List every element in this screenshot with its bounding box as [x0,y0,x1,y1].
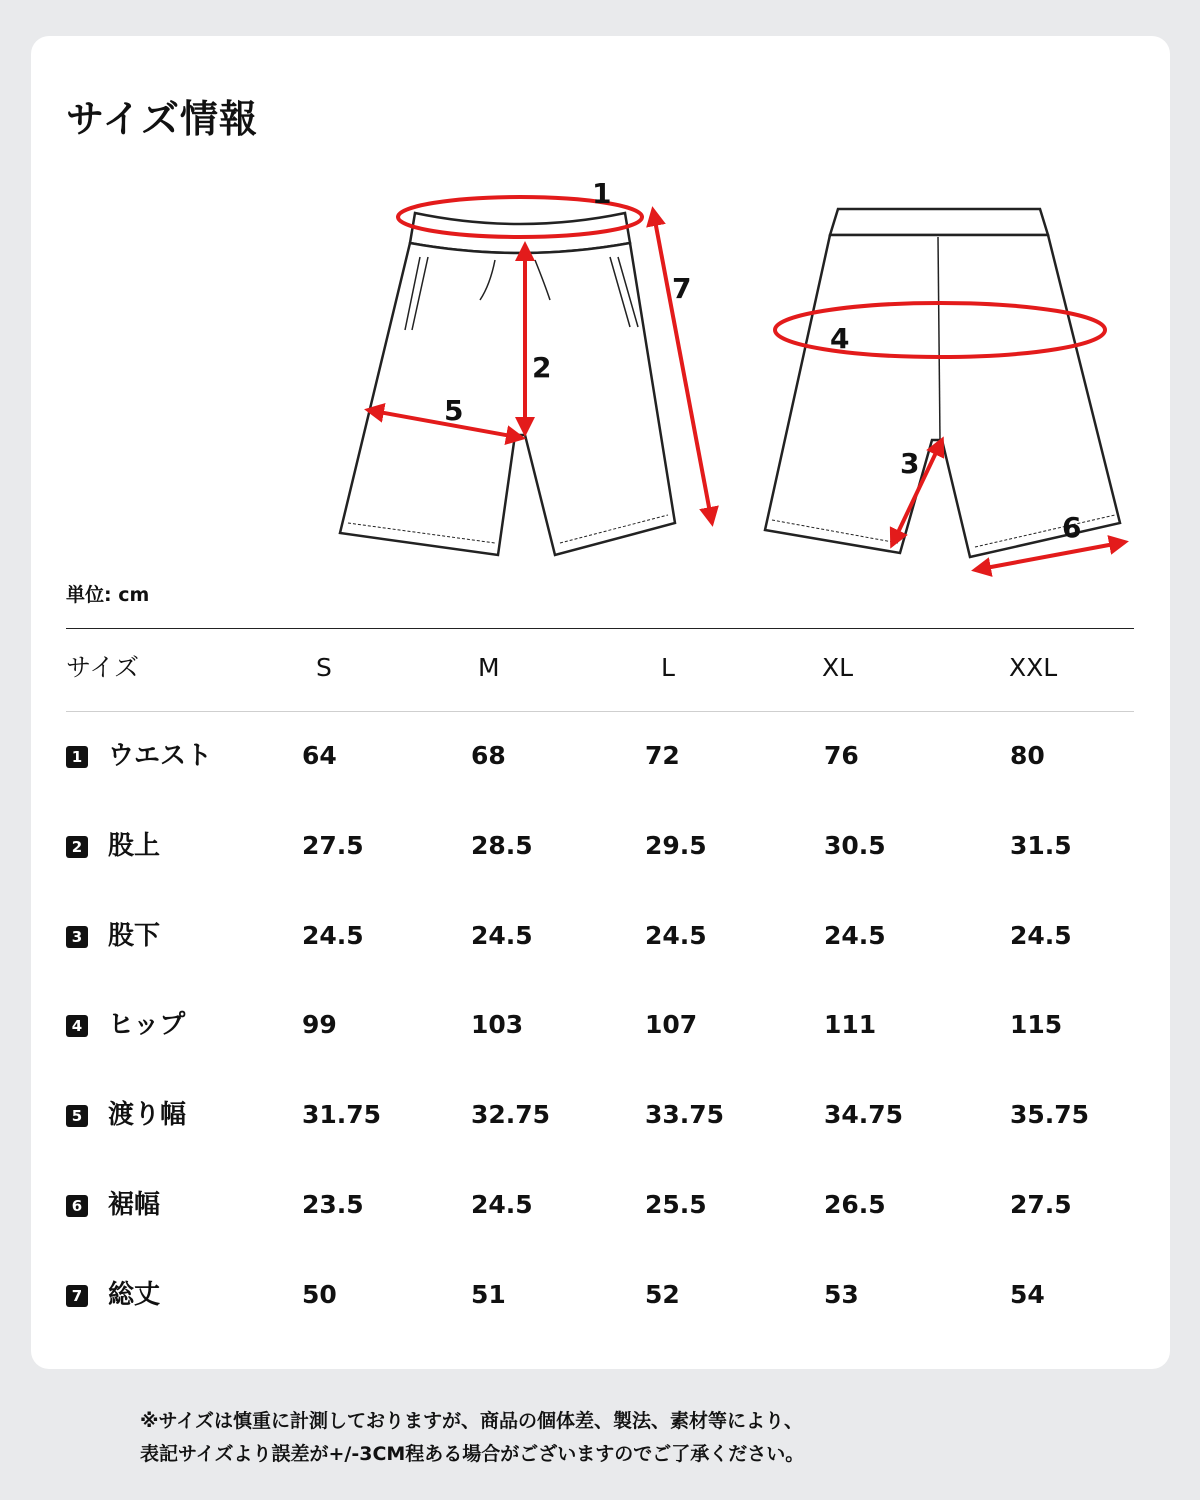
cell: 72 [645,741,680,770]
cell: 32.75 [471,1100,551,1129]
row-label: ヒップ [108,1010,186,1040]
label-6: 6 [1062,511,1082,544]
row-number-badge: 6 [66,1195,88,1217]
cell: 34.75 [824,1100,904,1129]
label-5: 5 [444,394,464,427]
cell: 27.5 [1010,1190,1072,1219]
cell: 31.75 [302,1100,382,1129]
shorts-measurement-diagram [320,165,1140,585]
cell: 31.5 [1010,831,1072,860]
page-title: サイズ情報 [66,97,258,141]
cell: 23.5 [302,1190,364,1219]
cell: 76 [824,741,859,770]
label-4: 4 [830,322,850,355]
cell: 53 [824,1280,859,1309]
table-row-inseam [66,916,1134,956]
size-header-xxl: XXL [1009,653,1058,682]
row-label: ウエスト [108,741,213,771]
cell: 64 [302,741,337,770]
back-shorts-drawing [765,209,1120,557]
size-header-xl: XL [822,653,854,682]
cell: 111 [824,1010,877,1039]
size-header-s: S [316,653,332,682]
row-number-badge: 1 [66,746,88,768]
cell: 28.5 [471,831,533,860]
row-label: 股下 [108,921,161,951]
table-row-total-length [66,1275,1134,1315]
table-row-rise [66,826,1134,866]
label-2: 2 [532,351,552,384]
unit-label: 単位: cm [66,584,150,606]
row-number-badge: 3 [66,926,88,948]
cell: 51 [471,1280,506,1309]
cell: 29.5 [645,831,707,860]
cell: 99 [302,1010,337,1039]
cell: 24.5 [471,1190,533,1219]
size-header-l: L [661,653,675,682]
cell: 50 [302,1280,337,1309]
note-line-1: ※サイズは慎重に計測しておりますが、商品の個体差、製法、素材等により、 [140,1410,803,1432]
cell: 24.5 [645,921,707,950]
row-number-badge: 7 [66,1285,88,1307]
cell: 25.5 [645,1190,707,1219]
cell: 35.75 [1010,1100,1090,1129]
cell: 26.5 [824,1190,886,1219]
note-line-2: 表記サイズより誤差が+/-3CM程ある場合がございますのでご了承ください。 [140,1443,805,1465]
row-number-badge: 5 [66,1105,88,1127]
label-3: 3 [900,447,920,480]
cell: 24.5 [471,921,533,950]
cell: 33.75 [645,1100,725,1129]
row-number-badge: 2 [66,836,88,858]
measurement-note [140,1405,804,1471]
size-header-m: M [478,653,500,682]
front-shorts-drawing [340,213,675,555]
cell: 30.5 [824,831,886,860]
cell: 68 [471,741,506,770]
row-number-badge: 4 [66,1015,88,1037]
cell: 80 [1010,741,1045,770]
table-top-rule [66,628,1134,629]
cell: 24.5 [302,921,364,950]
table-row-hip [66,1005,1134,1045]
cell: 27.5 [302,831,364,860]
row-label: 股上 [108,831,161,861]
label-1: 1 [592,177,612,210]
table-row-hem-width [66,1185,1134,1225]
table-row-waist [66,736,1134,776]
cell: 107 [645,1010,698,1039]
cell: 24.5 [1010,921,1072,950]
cell: 24.5 [824,921,886,950]
row-label: 渡り幅 [108,1100,187,1130]
cell: 54 [1010,1280,1045,1309]
cell: 103 [471,1010,524,1039]
cell: 52 [645,1280,680,1309]
header-divider [66,711,1134,712]
cell: 115 [1010,1010,1063,1039]
table-row-thigh-width [66,1095,1134,1135]
row-label: 総丈 [108,1280,161,1310]
row-label: 裾幅 [108,1190,161,1220]
size-header-label: サイズ [66,653,140,682]
label-7: 7 [672,272,692,305]
